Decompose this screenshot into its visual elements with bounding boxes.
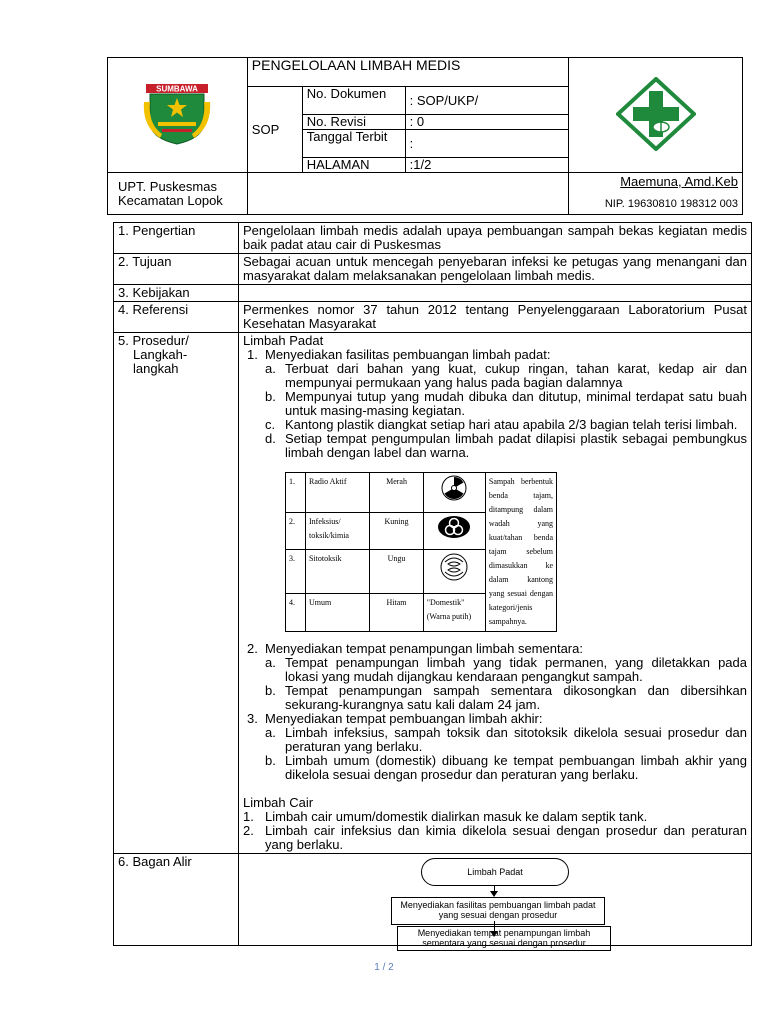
waste-color: Kuning — [370, 512, 423, 550]
revision-label-cell — [302, 115, 405, 130]
waste-no: 3. — [286, 550, 306, 594]
issue-date-label-cell — [302, 130, 405, 158]
organization-line-1: UPT. Puskesmas — [118, 178, 217, 194]
page-value: :1/2 — [409, 157, 432, 172]
page-label: HALAMAN — [306, 157, 370, 172]
page-label-cell — [302, 158, 405, 173]
issue-date-label: Tanggal Terbit — [306, 129, 388, 144]
row-tujuan — [114, 254, 752, 285]
waste-type: Sitotoksik — [305, 550, 369, 594]
referensi-text: Permenkes nomor 37 tahun 2012 tentang Penyelenggaraan Laboratorium Pusat Kesehatan Masyarakat — [239, 302, 752, 333]
waste-category-table — [285, 472, 557, 632]
revision-value: : 0 — [409, 114, 425, 129]
prosedur-label-line-2: Langkah- — [133, 347, 188, 362]
waste-no: 4. — [286, 594, 306, 632]
kebijakan-label: 3. Kebijakan — [114, 285, 239, 302]
prosedur-label-line-1: 5. Prosedur/ — [118, 333, 189, 348]
header-table — [107, 57, 743, 215]
biohazard-icon — [437, 515, 471, 539]
step-1: Menyediakan fasilitas pembuangan limbah padat: — [265, 347, 551, 362]
flowchart-cell — [239, 854, 752, 946]
flow-start: Limbah Padat — [421, 858, 569, 886]
organization-cell — [108, 173, 248, 215]
waste-color: Merah — [370, 473, 423, 513]
waste-symbol-cell — [423, 550, 485, 594]
prosedur-label-line-3: langkah — [133, 361, 179, 376]
doc-number-label: No. Dokumen — [306, 86, 387, 101]
blank-signature-cell — [247, 173, 568, 215]
logo-right-cell — [569, 58, 743, 173]
waste-no: 1. — [286, 473, 306, 513]
step-3b: Limbah umum (domestik) dibuang ke tempat pembuangan limbah akhir yang dikelola sesuai dengan prosedur dan peraturan yang berlaku. — [285, 753, 747, 782]
row-referensi — [114, 302, 752, 333]
referensi-label: 4. Referensi — [114, 302, 239, 333]
document-title-cell — [247, 58, 568, 87]
sop-label: SOP — [251, 121, 280, 137]
waste-type: Radio Aktif — [305, 473, 369, 513]
kebijakan-text — [239, 285, 752, 302]
waste-symbol-cell — [423, 473, 485, 513]
cair-step-2: Limbah cair infeksius dan kimia dikelola sesuai dengan prosedur dan peraturan yang berlaku. — [265, 823, 747, 852]
step-3: Menyediakan tempat pembuangan limbah akhir: — [265, 711, 543, 726]
sop-content-table — [113, 222, 752, 946]
organization-line-2: Kecamatan Lopok — [118, 192, 223, 208]
puskesmas-logo — [616, 77, 696, 151]
doc-number-value-cell — [405, 87, 569, 115]
flow-box-2: Menyediakan tempat penampungan limbah sementara yang sesuai dengan prosedur — [397, 926, 611, 951]
radioactive-icon — [441, 475, 467, 501]
waste-type: Infeksius/ toksik/kimia — [305, 512, 369, 550]
waste-color: Ungu — [370, 550, 423, 594]
waste-note: Sampah berbentuk benda tajam, ditampung dalam wadah yang kuat/tahan benda tajam sebelum dimasukkan ke dalam kantong yang sesuai dengan kategori/jenis sampahnya. — [485, 473, 556, 632]
step-2a: Tempat penampungan limbah yang tidak permanen, yang diletakkan pada lokasi yang mudah dijangkau kendaraan pengangkut sampah. — [285, 655, 747, 684]
cytotoxic-icon — [439, 552, 469, 582]
row-prosedur — [114, 333, 752, 854]
bagan-label: 6. Bagan Alir — [114, 854, 239, 946]
pengertian-text: Pengelolaan limbah medis adalah upaya pembuangan sampah bekas kegiatan medis baik padat atau cair di Puskesmas — [239, 223, 752, 254]
waste-color: Hitam — [370, 594, 423, 632]
signer-name: Maemuna, Amd.Keb — [620, 174, 738, 189]
sumbawa-logo — [140, 82, 214, 146]
prosedur-content: Limbah Padat 1. Menyediakan fasilitas pembuangan limbah padat: a. Terbuat dari bahan yang kuat, cukup ringan, tahan karat, kedap air dan mempunyai permukaan yang halus pada bagian dalamnya b. Mempunyai tutup yang mudah dibuka dan ditutup, minimal terdapat satu buah untuk masing-masing kegiatan. c. Kantong plastik diangkat setiap hari atau apabila 2/3 bagian telah terisi limbah. d. Setiap tempat pengumpulan limbah padat dilapisi plastik sebagai pembungkus limbah dengan label dan warna. 1. Radio Aktif Merah Sampah berbentuk benda tajam, ditampung dalam wadah yang kuat/tahan benda tajam sebelum dimasukkan ke dalam kantong yang sesuai dengan kategori/jenis sampahnya. 2. Infeksius/ toksik/kimia Kuning 3. Sitotoksik Ungu 4. Umum Hitam "Domestik" (Warna putih) 2. Menyediakan tempat penampungan limbah sementara: a. Tempat penampungan limbah yang tidak permanen, yang diletakkan pada lokasi yang mudah dijangkau kendaraan pengangkut sampah. b. Tempat penampungan sampah sementara dikosongkan dan dibersihkan sekurang-kurangnya satu kali dalam 24 jam. 3. Menyediakan tempat pembuangan limbah akhir: a. Limbah infeksius, sampah toksik dan sitotoksik dikelola sesuai prosedur dan peraturan yang berlaku. b. Limbah umum (domestik) dibuang ke tempat pembuangan limbah akhir yang dikelola sesuai dengan prosedur dan peraturan yang berlaku. Limbah Cair 1. Limbah cair umum/domestik dialirkan masuk ke dalam septik tank. 2. Limbah cair infeksius dan kimia dikelola sesuai dengan prosedur dan peraturan yang berlaku. — [239, 333, 752, 854]
revision-label: No. Revisi — [306, 114, 366, 129]
revision-value-cell — [405, 115, 569, 130]
issue-date-value: : — [409, 135, 414, 151]
svg-text:SUMBAWA: SUMBAWA — [156, 84, 199, 93]
signer-nip: NIP. 19630810 198312 003 — [604, 198, 738, 210]
step-2b: Tempat penampungan sampah sementara dikosongkan dan dibersihkan sekurang-kurangnya satu kali dalam 24 jam. — [285, 683, 747, 712]
cair-step-1: Limbah cair umum/domestik dialirkan masuk ke dalam septik tank. — [265, 809, 648, 824]
doc-number-label-cell — [302, 87, 405, 115]
tujuan-text: Sebagai acuan untuk mencegah penyebaran infeksi ke petugas yang menangani dan masyarakat dalam melaksanakan pengelolaan limbah medis. — [239, 254, 752, 285]
doc-number-value: : SOP/UKP/ — [409, 92, 479, 108]
limbah-cair-heading: Limbah Cair — [243, 795, 314, 810]
waste-symbol-cell — [423, 512, 485, 550]
waste-table-wrapper — [243, 460, 747, 642]
step-1a: Terbuat dari bahan yang kuat, cukup ringan, tahan karat, kedap air dan mempunyai permukaan yang halus pada bagian dalamnya — [285, 361, 747, 390]
prosedur-label — [114, 333, 239, 854]
row-bagan-alir — [114, 854, 752, 946]
step-3a: Limbah infeksius, sampah toksik dan sitotoksik dikelola sesuai prosedur dan peraturan yang berlaku. — [285, 725, 747, 754]
page-footer: 1 / 2 — [374, 962, 394, 973]
step-1d: Setiap tempat pengumpulan limbah padat dilapisi plastik sebagai pembungkus limbah dengan label dan warna. — [285, 431, 747, 460]
logo-left-cell — [108, 58, 248, 173]
waste-domestic-label: "Domestik" (Warna putih) — [423, 594, 485, 632]
row-kebijakan — [114, 285, 752, 302]
pengertian-label: 1. Pengertian — [114, 223, 239, 254]
page-value-cell — [405, 158, 569, 173]
issue-date-value-cell — [405, 130, 569, 158]
limbah-padat-heading: Limbah Padat — [243, 333, 324, 348]
tujuan-label: 2. Tujuan — [114, 254, 239, 285]
document-title: PENGELOLAAN LIMBAH MEDIS — [251, 57, 461, 73]
row-pengertian — [114, 223, 752, 254]
waste-row — [286, 473, 557, 513]
flow-box-1: Menyediakan fasilitas pembuangan limbah padat yang sesuai dengan prosedur — [391, 897, 605, 925]
step-2: Menyediakan tempat penampungan limbah sementara: — [265, 641, 583, 656]
step-1c: Kantong plastik diangkat setiap hari atau apabila 2/3 bagian telah terisi limbah. — [285, 417, 738, 432]
step-1b: Mempunyai tutup yang mudah dibuka dan ditutup, minimal terdapat satu buah untuk masing-masing kegiatan. — [285, 389, 747, 418]
sop-label-cell — [247, 87, 302, 173]
waste-no: 2. — [286, 512, 306, 550]
waste-type: Umum — [305, 594, 369, 632]
signer-cell — [569, 173, 743, 215]
